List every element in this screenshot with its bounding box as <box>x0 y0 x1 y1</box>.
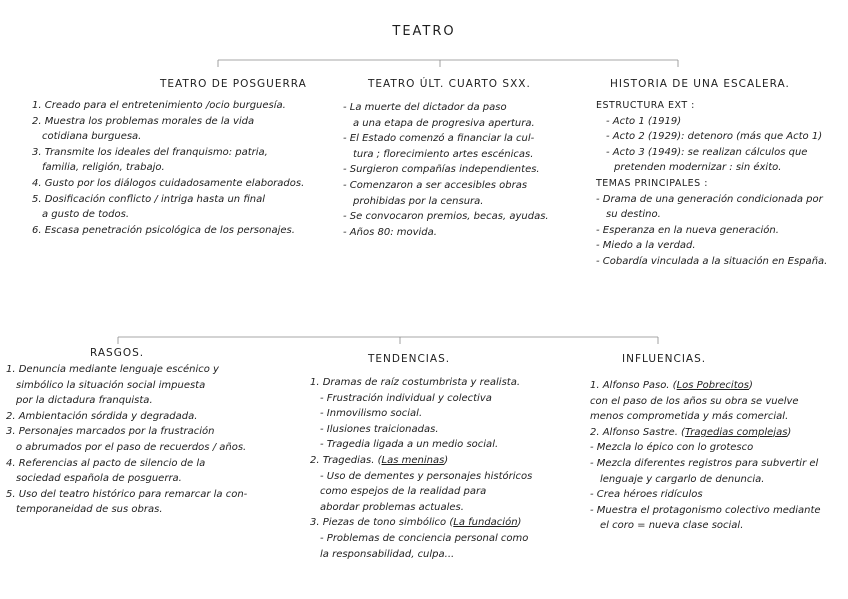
list-item: - Tragedia ligada a un medio social. <box>320 439 499 451</box>
list-item <box>590 378 821 394</box>
list-item: - Mezcla lo épico con lo grotesco <box>590 442 754 454</box>
rasgos-heading: RASGOS. <box>90 347 145 359</box>
list-item: - Drama de una generación condicionada por <box>596 193 823 205</box>
list-item: 3. Transmite los ideales del franquismo: patria, <box>32 146 268 158</box>
posguerra-list <box>32 98 304 238</box>
list-item: 2. Ambientación sórdida y degradada. <box>6 410 198 422</box>
list-item: - Muestra el protagonismo colectivo mediante <box>590 504 821 516</box>
list-item: menos comprometida y más comercial. <box>590 411 789 423</box>
list-item: - El Estado comenzó a financiar la cul- <box>343 133 535 145</box>
temas-subheading: TEMAS PRINCIPALES : <box>596 177 708 189</box>
list-item: - Comenzaron a ser accesibles obras <box>343 179 528 191</box>
las-meninas-title: Las meninas <box>381 454 445 466</box>
list-item: - Problemas de conciencia personal como <box>320 532 529 544</box>
list-item: - Inmovilismo social. <box>320 408 423 420</box>
la-fundacion-title: La fundación <box>453 517 518 529</box>
list-item <box>590 425 821 441</box>
list-item: temporaneidad de sus obras. <box>16 504 163 516</box>
list-item: - Se convocaron premios, becas, ayudas. <box>343 211 549 223</box>
list-item: a una etapa de progresiva apertura. <box>353 117 535 129</box>
paren-close: ) <box>748 380 753 391</box>
list-item: prohibidas por la censura. <box>353 195 484 207</box>
list-item: pretenden modernizar : sin éxito. <box>614 162 782 174</box>
list-item: cotidiana burguesa. <box>42 131 142 143</box>
list-item: - Años 80: movida. <box>343 226 437 238</box>
list-item: a gusto de todos. <box>42 209 129 221</box>
list-item: - Acto 3 (1949): se realizan cálculos que <box>606 146 808 158</box>
list-item: - Miedo a la verdad. <box>596 240 696 252</box>
tragedias-label: 2. Tragedias. ( <box>310 454 382 466</box>
escalera-notes <box>596 98 827 270</box>
tragedias-complejas-title: Tragedias complejas <box>684 426 788 438</box>
list-item: sociedad española de posguerra. <box>16 473 182 485</box>
influencias-list <box>590 378 821 534</box>
list-item: 6. Escasa penetración psicológica de los personajes. <box>32 224 295 236</box>
list-item: o abrumados por el paso de recuerdos / años. <box>16 441 247 453</box>
list-item: - Ilusiones traicionadas. <box>320 423 439 435</box>
estructura-subheading: ESTRUCTURA EXT : <box>596 100 695 111</box>
list-item: 5. Uso del teatro histórico para remarcar la con- <box>6 488 248 500</box>
los-pobrecitos-title: Los Pobrecitos <box>676 380 749 391</box>
piezas-label: 3. Piezas de tono simbólico ( <box>310 517 454 529</box>
list-item: su destino. <box>606 209 661 221</box>
list-item: 4. Gusto por los diálogos cuidadosamente elaborados. <box>32 177 305 189</box>
list-item: - Frustración individual y colectiva <box>320 392 492 404</box>
list-item: con el paso de los años su obra se vuelve <box>590 395 799 407</box>
alfonso-sastre-label: 2. Alfonso Sastre. ( <box>590 426 685 438</box>
list-item <box>310 515 532 531</box>
posguerra-heading: TEATRO DE POSGUERRA <box>160 78 307 90</box>
list-item: familia, religión, trabajo. <box>42 162 165 174</box>
list-item: 2. Muestra los problemas morales de la vida <box>32 115 255 127</box>
list-item: 4. Referencias al pacto de silencio de la <box>6 457 206 469</box>
tendencias-heading: TENDENCIAS. <box>368 353 451 365</box>
list-item: - Acto 2 (1929): detenoro (más que Acto 1) <box>606 131 823 143</box>
list-item: - Cobardía vinculada a la situación en España. <box>596 255 828 267</box>
list-item: 1. Denuncia mediante lenguaje escénico y <box>6 364 219 375</box>
list-item: - Crea héroes ridículos <box>590 489 703 501</box>
list-item: 1. Dramas de raíz costumbrista y realista. <box>310 377 521 388</box>
tendencias-list <box>310 375 532 562</box>
list-item: - Uso de dementes y personajes históricos <box>320 470 533 482</box>
list-item: 5. Dosificación conflicto / intriga hasta un final <box>32 193 266 205</box>
list-item: por la dictadura franquista. <box>16 395 153 407</box>
list-item: el coro = nueva clase social. <box>600 520 744 532</box>
list-item: - Acto 1 (1919) <box>606 115 682 127</box>
list-item: como espejos de la realidad para <box>320 486 487 498</box>
paren-close: ) <box>787 426 792 438</box>
rasgos-list <box>6 362 247 518</box>
list-item: - Mezcla diferentes registros para subvertir el <box>590 457 819 469</box>
paren-close: ) <box>517 517 522 529</box>
list-item: la responsabilidad, culpa... <box>320 548 455 560</box>
list-item: 3. Personajes marcados por la frustración <box>6 426 215 438</box>
ultimo-cuarto-heading: TEATRO ÚLT. CUARTO SXX. <box>368 78 531 90</box>
page-title: TEATRO <box>392 24 456 39</box>
list-item: lenguaje y cargarlo de denuncia. <box>600 473 765 485</box>
list-item: tura ; florecimiento artes escénicas. <box>353 148 534 160</box>
list-item: simbólico la situación social impuesta <box>16 379 206 391</box>
list-item: - La muerte del dictador da paso <box>343 102 507 113</box>
list-item: 1. Creado para el entretenimiento /ocio burguesía. <box>32 100 286 111</box>
ultimo-cuarto-list <box>343 100 549 240</box>
list-item <box>310 453 532 469</box>
escalera-heading: HISTORIA DE UNA ESCALERA. <box>610 78 790 90</box>
list-item: - Esperanza en la nueva generación. <box>596 224 779 236</box>
alfonso-paso-label: 1. Alfonso Paso. ( <box>590 380 677 391</box>
list-item: - Surgieron compañías independientes. <box>343 164 540 176</box>
list-item: abordar problemas actuales. <box>320 501 464 513</box>
influencias-heading: INFLUENCIAS. <box>622 353 707 365</box>
paren-close: ) <box>444 454 449 466</box>
